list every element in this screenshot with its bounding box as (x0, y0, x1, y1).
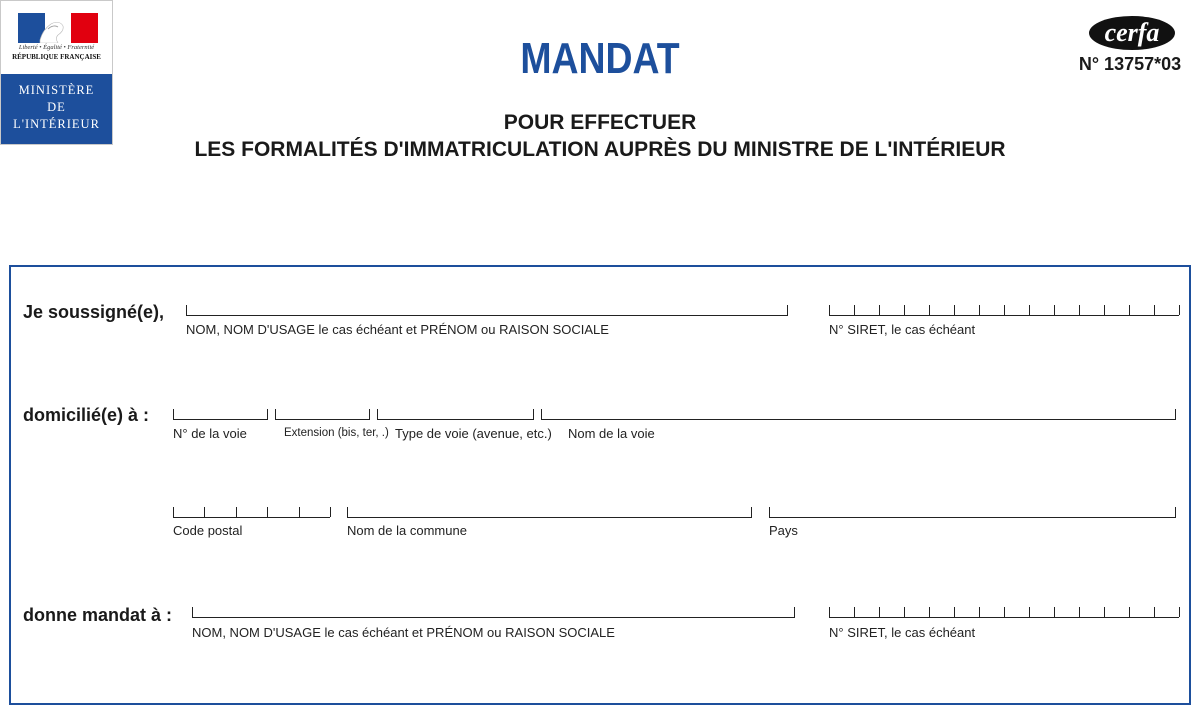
field-cell-divider (267, 507, 268, 517)
field-cell-divider (979, 607, 980, 617)
mandatary-siret-caption: N° SIRET, le cas échéant (829, 625, 976, 640)
street-number-caption: N° de la voie (173, 426, 247, 441)
cerfa-number: N° 13757*03 (1078, 54, 1182, 74)
field-cell-divider (929, 305, 930, 315)
mandatary-name-field[interactable] (192, 607, 795, 618)
ministry-line: L'INTÉRIEUR (13, 117, 100, 131)
field-cell-divider (1054, 607, 1055, 617)
field-cell-divider (299, 507, 300, 517)
field-cell-divider (1004, 607, 1005, 617)
field-cell-divider (1154, 305, 1155, 315)
field-cell-divider (879, 607, 880, 617)
country-caption: Pays (769, 523, 798, 538)
field-cell-divider (1029, 305, 1030, 315)
field-cell-divider (979, 305, 980, 315)
page-subtitle-line2: LES FORMALITÉS D'IMMATRICULATION AUPRÈS DU MINISTRE DE L'INTÉRIEUR (194, 138, 1006, 161)
field-cell-divider (904, 305, 905, 315)
field-cell-divider (954, 305, 955, 315)
page-title: MANDAT (520, 34, 680, 83)
mandatary-name-caption: NOM, NOM D'USAGE le cas échéant et PRÉNOM ou RAISON SOCIALE (192, 625, 615, 640)
logo-motto: Liberté • Égalité • Fraternité (18, 44, 95, 51)
street-name-caption: Nom de la voie (568, 426, 655, 441)
marianne-flag-icon (18, 13, 98, 43)
field-cell-divider (879, 305, 880, 315)
country-field[interactable] (769, 507, 1176, 518)
postal-code-field[interactable] (173, 507, 330, 518)
ministry-line: DE (47, 100, 66, 114)
name-caption: NOM, NOM D'USAGE le cas échéant et PRÉNOM ou RAISON SOCIALE (186, 322, 609, 337)
field-cell-divider (1179, 607, 1180, 617)
field-cell-divider (1129, 607, 1130, 617)
field-cell-divider (854, 305, 855, 315)
field-cell-divider (1104, 305, 1105, 315)
street-type-caption: Type de voie (avenue, etc.) (395, 426, 552, 441)
field-cell-divider (204, 507, 205, 517)
section-label-domicile: domicilié(e) à : (23, 405, 150, 425)
street-name-field[interactable] (541, 409, 1176, 420)
street-number-field[interactable] (173, 409, 268, 420)
field-cell-divider (1129, 305, 1130, 315)
page-subtitle-line1: POUR EFFECTUER (503, 111, 697, 134)
field-cell-divider (1154, 607, 1155, 617)
street-extension-caption: Extension (bis, ter, .) (284, 427, 389, 439)
logo-republique: RÉPUBLIQUE FRANÇAISE (12, 53, 101, 61)
cerfa-logo: cerfa (1089, 16, 1175, 50)
name-field[interactable] (186, 305, 788, 316)
field-cell-divider (904, 607, 905, 617)
field-cell-divider (1179, 305, 1180, 315)
mandatary-siret-field[interactable] (829, 607, 1179, 618)
field-cell-divider (954, 607, 955, 617)
field-cell-divider (1079, 305, 1080, 315)
field-cell-divider (1054, 305, 1055, 315)
street-extension-field[interactable] (275, 409, 370, 420)
siret-caption: N° SIRET, le cas échéant (829, 322, 976, 337)
street-type-field[interactable] (377, 409, 534, 420)
section-label-mandat: donne mandat à : (23, 605, 173, 625)
field-cell-divider (854, 607, 855, 617)
field-cell-divider (929, 607, 930, 617)
field-cell-divider (1004, 305, 1005, 315)
city-field[interactable] (347, 507, 752, 518)
city-caption: Nom de la commune (347, 523, 467, 538)
field-cell-divider (1029, 607, 1030, 617)
ministry-line: MINISTÈRE (18, 83, 95, 97)
siret-field[interactable] (829, 305, 1179, 316)
field-cell-divider (1104, 607, 1105, 617)
postal-code-caption: Code postal (173, 523, 243, 538)
field-cell-divider (1079, 607, 1080, 617)
section-label-soussigne: Je soussigné(e), (23, 302, 165, 322)
field-cell-divider (236, 507, 237, 517)
field-cell-divider (330, 507, 331, 517)
